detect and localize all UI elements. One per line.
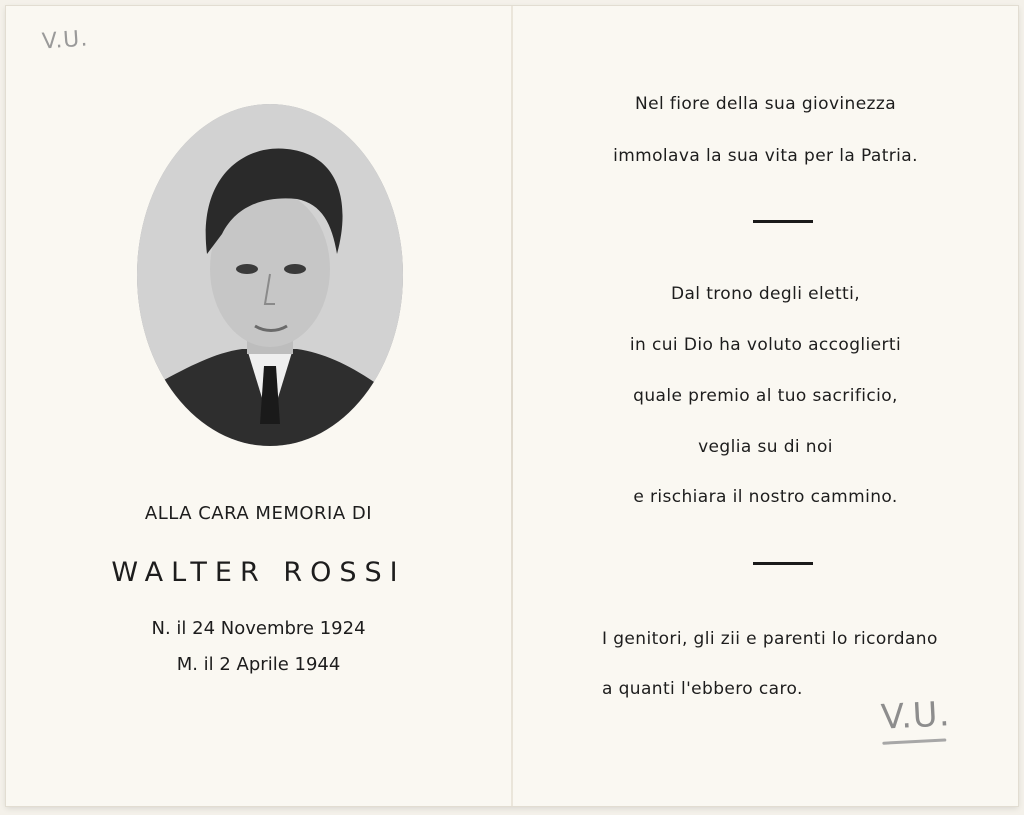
deceased-name: WALTER ROSSI (111, 557, 406, 588)
left-panel (6, 6, 511, 806)
separator-line (753, 220, 813, 223)
verse-line: e rischiara il nostro cammino. (633, 487, 898, 507)
memorial-card (6, 6, 1018, 806)
verse-line: veglia su di noi (698, 437, 833, 457)
pencil-mark-top: V.U. (41, 26, 90, 55)
closing-line: a quanti l'ebbero caro. (602, 679, 803, 699)
verse-line: quale premio al tuo sacrificio, (633, 386, 898, 406)
death-date: M. il 2 Aprile 1944 (176, 654, 341, 675)
portrait-illustration (137, 104, 403, 446)
portrait-photo (137, 104, 403, 446)
verse-line: immolava la sua vita per la Patria. (613, 146, 918, 166)
verse-line: in cui Dio ha voluto accoglierti (629, 335, 902, 355)
right-panel (513, 6, 1018, 806)
verse-line: Nel fiore della sua giovinezza (634, 94, 897, 114)
pencil-mark-bottom: V.U. (880, 694, 952, 738)
memorial-caption: ALLA CARA MEMORIA DI (144, 503, 373, 524)
separator-line (753, 562, 813, 565)
birth-date: N. il 24 Novembre 1924 (151, 618, 366, 639)
closing-line: I genitori, gli zii e parenti lo ricordano (602, 629, 938, 649)
verse-line: Dal trono degli eletti, (670, 284, 861, 304)
